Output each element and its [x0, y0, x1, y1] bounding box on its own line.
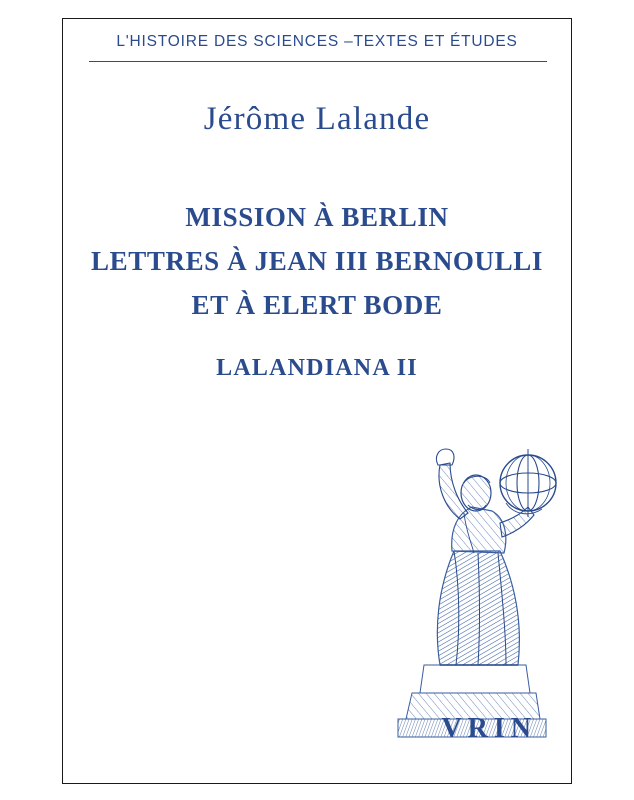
series-title: L'HISTOIRE DES SCIENCES –TEXTES ET ÉTUDES [116, 33, 518, 50]
cover-frame [62, 18, 572, 784]
title-line-3: ET À ELERT BODE [191, 290, 443, 320]
title-line-2: LETTRES À JEAN III BERNOULLI [91, 246, 543, 276]
author-name: Jérôme Lalande [203, 101, 431, 137]
armillary-sphere-icon [500, 449, 556, 517]
figure-robe [437, 551, 519, 665]
engraving-illustration [368, 419, 568, 739]
book-title [63, 195, 571, 327]
book-subtitle: LALANDIANA II [216, 355, 418, 381]
publisher-logo: VRIN [441, 713, 537, 744]
figure-head [461, 475, 491, 511]
series-divider [89, 61, 547, 62]
title-line-1: MISSION À BERLIN [185, 202, 449, 232]
